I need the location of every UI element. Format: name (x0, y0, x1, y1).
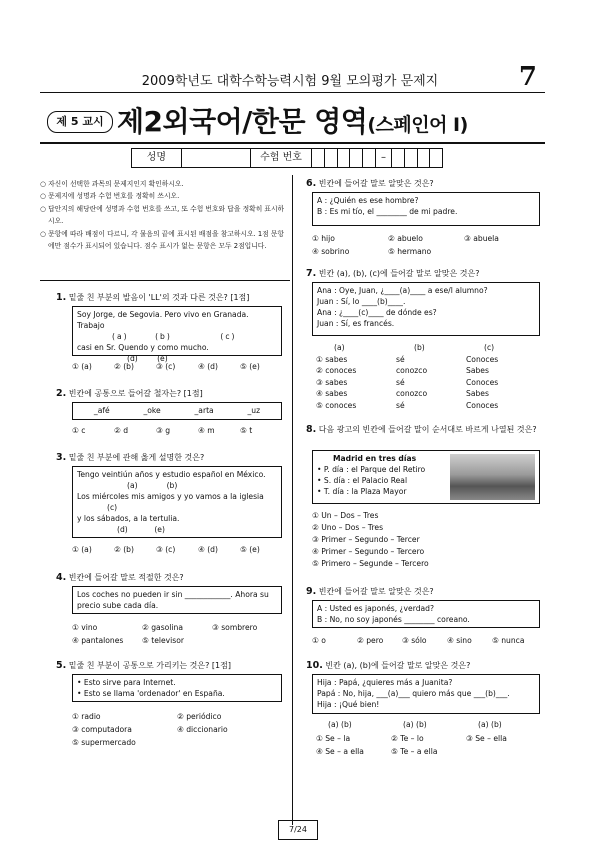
question-5-passage: • Esto sirve para Internet. • Esto se llama 'ordenador' en España. (72, 674, 282, 702)
page-number: 7 (518, 62, 537, 92)
option[interactable]: ③ sombrero (212, 623, 258, 632)
option[interactable]: ① radio (72, 712, 101, 721)
question-3-options (72, 545, 282, 554)
subject-title-main: 제2외국어/한문 영역 (117, 105, 368, 138)
question-7-options: (a) (b) (c) ① sabes sé Conoces ② conoces conozco Sabes ③ sabes sé Conoces ④ sabes conozco Sabes ⑤ conoces sé Conoces (316, 342, 536, 412)
option[interactable]: ① Un – Dos – Tres (312, 511, 379, 520)
question-8-options (312, 510, 540, 570)
question-7-title: 7. 빈칸 (a), (b), (c)에 들어갈 말로 알맞은 것은? (306, 268, 480, 279)
option[interactable]: ④ pantalones (72, 636, 124, 645)
question-2-options (72, 426, 282, 435)
column-divider (292, 175, 293, 825)
name-label: 성명 (132, 149, 182, 167)
option[interactable]: ② abuelo (388, 234, 423, 243)
instruction-item: ○ 문항에 따라 배점이 다르니, 각 물음의 끝에 표시된 배점을 참고하시오. 1점 문항에만 점수가 표시되어 있습니다. 점수 표시가 없는 문항은 모두 2점입니다. (40, 229, 285, 251)
option[interactable]: ② (b) (114, 545, 134, 554)
option[interactable]: ⑤ Primero – Segunde – Tercero (312, 559, 429, 568)
option[interactable]: ⑤ supermercado (72, 738, 136, 747)
option[interactable]: ② pero (357, 636, 384, 645)
question-2-passage: _afé _oke _arta _uz (72, 402, 282, 420)
question-8-advert: Madrid en tres días • P. día : el Parque del Retiro • S. día : el Palacio Real • T. día : la Plaza Mayor (312, 450, 540, 504)
question-10-title: 10. 빈칸 (a), (b)에 들어갈 말로 알맞은 것은? (306, 660, 471, 671)
question-4-options (72, 621, 282, 647)
option[interactable]: ② periódico (177, 712, 222, 721)
option[interactable]: ① sabes sé Conoces (316, 354, 499, 364)
option[interactable]: ④ diccionario (177, 725, 228, 734)
subject-title-sub: (스페인어 I) (367, 114, 468, 136)
option[interactable]: ③ (c) (156, 362, 176, 371)
number-cell[interactable] (392, 149, 405, 167)
option[interactable]: ⑤ (e) (240, 362, 260, 371)
question-1-title: 1. 밑줄 친 부분의 발음이 'LL'의 것과 다른 것은? [1점] (56, 292, 250, 303)
notes-divider (40, 280, 290, 281)
instruction-item: ○ 문제지에 성명과 수험 번호를 정확히 쓰시오. (40, 192, 180, 201)
number-cell[interactable] (418, 149, 431, 167)
palace-photo (450, 454, 535, 500)
header-divider (40, 92, 545, 93)
question-4-passage: Los coches no pueden ir sin ____________. Ahora su precio sube cada día. (72, 586, 282, 614)
subject-title (117, 100, 468, 140)
question-1-options (72, 362, 282, 371)
instruction-item: ○ 답안지의 해당란에 성명과 수험 번호를 쓰고, 또 수험 번호와 답을 정확히 표시하시오. (40, 204, 285, 226)
option[interactable]: ④ (d) (198, 545, 218, 554)
option[interactable]: ⑤ conoces sé Conoces (316, 400, 499, 410)
number-cell[interactable] (325, 149, 338, 167)
question-5-title: 5. 밑줄 친 부분이 공통으로 가리키는 것은? [1점] (56, 660, 231, 671)
question-10-options (316, 732, 540, 758)
option[interactable]: ④ sino (447, 636, 472, 645)
name-field[interactable] (182, 149, 251, 167)
option[interactable]: ② conoces conozco Sabes (316, 366, 489, 376)
option[interactable]: ④ sobrino (312, 247, 350, 256)
option[interactable]: ① (a) (72, 545, 92, 554)
option[interactable]: ① c (72, 426, 86, 435)
page-footer: 7/24 (278, 820, 318, 840)
question-6-title: 6. 빈칸에 들어갈 말로 알맞은 것은? (306, 178, 434, 189)
option[interactable]: ② d (114, 426, 129, 435)
option[interactable]: ⑤ hermano (388, 247, 432, 256)
title-divider (40, 142, 545, 144)
option[interactable]: ④ sabes conozco Sabes (316, 389, 489, 399)
question-6-passage: A : ¿Quién es ese hombre? B : Es mi tío, el ________ de mi padre. (312, 192, 540, 226)
question-8-title: 8. 다음 광고의 빈칸에 들어갈 말이 순서대로 바르게 나열된 것은? (306, 424, 537, 435)
option[interactable]: ③ Se – ella (466, 734, 507, 743)
number-label: 수험 번호 (251, 149, 312, 167)
question-7-passage: Ana : Oye, Juan, ¿____(a)____ a ese/l alumno? Juan : Sí, lo ____(b)____. Ana : ¿____(c)____ de dónde es? Juan : Sí, es francés. (312, 282, 540, 336)
option[interactable]: ⑤ t (240, 426, 253, 435)
instructions (40, 178, 286, 252)
option[interactable]: ⑤ nunca (492, 636, 525, 645)
question-9-passage: A : Usted es japonés, ¿verdad? B : No, no soy japonés ________ coreano. (312, 600, 540, 628)
option[interactable]: ③ Primer – Segundo – Tercer (312, 535, 420, 544)
option[interactable]: ② gasolina (142, 623, 183, 632)
question-3-passage: Tengo veintiún años y estudio español en México. (a) (b) Los miércoles mis amigos y yo vamos a la iglesia (c) y los sábados, a la tertulia. (d) (e) (72, 466, 282, 538)
option[interactable]: ③ sólo (402, 636, 427, 645)
option[interactable]: ③ sabes sé Conoces (316, 377, 499, 387)
question-6-options (312, 232, 540, 258)
question-10-passage: Hija : Papá, ¿quieres más a Juanita? Papá : No, hija, ___(a)___ quiero más que ___(b)___. Hija : ¡Qué bien! (312, 674, 540, 714)
question-9-title: 9. 빈칸에 들어갈 말로 알맞은 것은? (306, 586, 434, 597)
number-cell[interactable] (405, 149, 418, 167)
session-badge: 제 5 교시 (47, 111, 113, 133)
option[interactable]: ④ Primer – Segundo – Tercero (312, 547, 425, 556)
number-dash: – (376, 149, 393, 167)
option[interactable]: ④ (d) (198, 362, 218, 371)
option[interactable]: ② Te – lo (391, 734, 424, 743)
option[interactable]: ③ computadora (72, 725, 132, 734)
number-cell[interactable] (363, 149, 376, 167)
option[interactable]: ⑤ Te – a ella (391, 747, 438, 756)
number-cell[interactable] (312, 149, 325, 167)
option[interactable]: ① vino (72, 623, 98, 632)
question-10-option-head: (a) (b) (a) (b) (a) (b) (328, 720, 502, 729)
option[interactable]: ① Se – la (316, 734, 351, 743)
number-cell[interactable] (430, 149, 442, 167)
option[interactable]: ③ (c) (156, 545, 176, 554)
option[interactable]: ③ abuela (464, 234, 499, 243)
question-2-title: 2. 빈칸에 공통으로 들어갈 철자는? [1점] (56, 388, 203, 399)
option[interactable]: ② (b) (114, 362, 134, 371)
id-box (131, 148, 443, 168)
option[interactable]: ③ g (156, 426, 171, 435)
option[interactable]: ④ m (198, 426, 215, 435)
exam-header: 2009학년도 대학수학능력시험 9월 모의평가 문제지 (141, 74, 439, 89)
option[interactable]: ① (a) (72, 362, 92, 371)
option[interactable]: ④ Se – a ella (316, 747, 364, 756)
instruction-item: ○ 자신이 선택한 과목의 문제지인지 확인하시오. (40, 180, 184, 188)
question-5-options (72, 710, 282, 749)
question-1-passage: Soy Jorge, de Segovia. Pero vivo en Granada. Trabajo (a) (b) (c) casi en Sr. Quendo y como mucho. (d) (e) (72, 306, 282, 356)
question-3-title: 3. 밑줄 친 부분에 관해 옳게 설명한 것은? (56, 452, 205, 463)
number-cell[interactable] (338, 149, 351, 167)
option[interactable]: ⑤ (e) (240, 545, 260, 554)
number-cell[interactable] (350, 149, 363, 167)
option[interactable]: ② Uno – Dos – Tres (312, 523, 384, 532)
option[interactable]: ⑤ televisor (142, 636, 184, 645)
question-4-title: 4. 빈칸에 들어갈 말로 적절한 것은? (56, 572, 184, 583)
option[interactable]: ① o (312, 636, 326, 645)
option[interactable]: ① hijo (312, 234, 335, 243)
question-9-options (312, 636, 540, 645)
